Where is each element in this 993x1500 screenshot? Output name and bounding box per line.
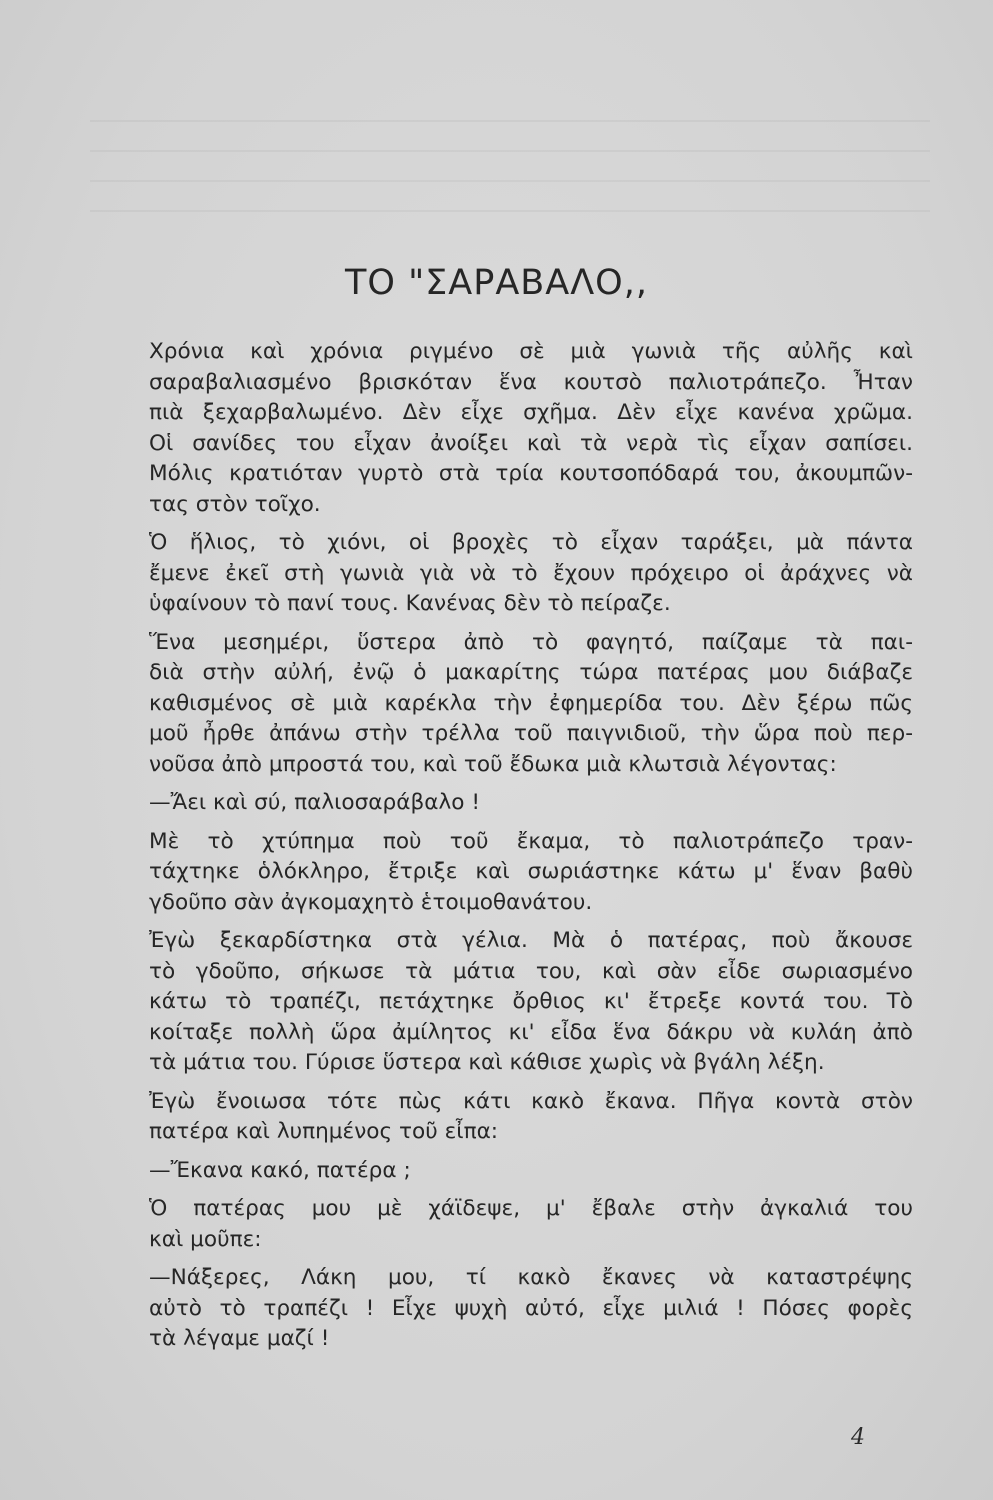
text-line: τάχτηκε ὁλόκληρο, ἔτριξε καὶ σωριάστηκε κάτω μ' ἕναν βαθὺ [149,859,913,884]
text-line: ἔμενε ἐκεῖ στὴ γωνιὰ γιὰ νὰ τὸ ἔχουν πρόχειρο οἱ ἀράχνες νὰ [149,560,913,586]
text-line: νοῦσα ἀπὸ μπροστά του, καὶ τοῦ ἔδωκα μιὰ κλωτσιὰ λέγοντας: [149,751,837,777]
text-line: Ἐγὼ ἔνοιωσα τότε πὼς κάτι κακὸ ἔκανα. Πῆγα κοντὰ στὸν [149,1088,913,1114]
paragraph-2 [149,528,913,620]
text-line: Μὲ τὸ χτύπημα ποὺ τοῦ ἔκαμα, τὸ παλιοτράπεζο τραν- [149,828,913,854]
text-line: σαραβαλιασμένο βρισκόταν ἕνα κουτσὸ παλιοτράπεζο. Ἦταν [149,369,913,395]
paragraph-3 [149,628,913,781]
chapter-title: ΤΟ "ΣΑΡΑΒΑΛΟ,, [345,263,648,303]
page-number: 4 [851,1425,865,1450]
dialogue-line-3 [149,1263,913,1355]
paragraph-6 [149,1087,913,1148]
paragraph-5 [149,926,913,1079]
show-through-text [90,120,930,230]
text-line: —Ἔκανα κακό, πατέρα ; [149,1157,411,1183]
text-line: αὐτὸ τὸ τραπέζι ! Εἶχε ψυχὴ αὐτό, εἶχε μιλιά ! Πόσες φορὲς [149,1295,913,1321]
dialogue-line-1 [149,788,913,819]
text-line: κοίταξε πολλὴ ὥρα ἀμίλητος κι' εἶδα ἕνα δάκρυ νὰ κυλάη ἀπὸ [149,1019,913,1045]
text-line: τὰ μάτια του. Γύρισε ὕστερα καὶ κάθισε χωρὶς νὰ βγάλη λέξη. [149,1050,825,1075]
text-line: κάτω τὸ τραπέζι, πετάχτηκε ὄρθιος κι' ἔτρεξε κοντά του. Τὸ [149,989,913,1014]
text-line: διὰ στὴν αὐλή, ἐνῷ ὁ μακαρίτης τώρα πατέρας μου διάβαζε [149,660,913,685]
paragraph-7 [149,1194,913,1255]
text-line: Ὁ πατέρας μου μὲ χάϊδεψε, μ' ἔβαλε στὴν ἀγκαλιά του [149,1196,913,1221]
text-line: —Νάξερες, Λάκη μου, τί κακὸ ἔκανες νὰ καταστρέψης [149,1265,913,1290]
text-line: Οἱ σανίδες του εἶχαν ἀνοίξει καὶ τὰ νερὰ τὶς εἶχαν σαπίσει. [149,430,913,456]
text-line: καὶ μοῦπε: [149,1226,262,1252]
text-line: Ἕνα μεσημέρι, ὕστερα ἀπὸ τὸ φαγητό, παίζαμε τὰ παι- [149,629,913,655]
text-line: Ἐγὼ ξεκαρδίστηκα στὰ γέλια. Μὰ ὁ πατέρας, ποὺ ἄκουσε [149,928,913,953]
text-line: πιὰ ξεχαρβαλωμένο. Δὲν εἶχε σχῆμα. Δὲν εἶχε κανένα χρῶμα. [149,400,913,425]
paragraph-1 [149,337,913,520]
text-line: γδοῦπο σὰν ἀγκομαχητὸ ἑτοιμοθανάτου. [149,889,593,915]
text-line: τας στὸν τοῖχο. [149,491,321,517]
text-line: πατέρα καὶ λυπημένος τοῦ εἶπα: [149,1119,499,1144]
text-line: μοῦ ἦρθε ἀπάνω στὴν τρέλλα τοῦ παιγνιδιοῦ, τὴν ὥρα ποὺ περ- [149,721,913,746]
dialogue-line-2 [149,1156,913,1187]
text-line: Χρόνια καὶ χρόνια ριγμένο σὲ μιὰ γωνιὰ τῆς αὐλῆς καὶ [149,339,913,364]
paragraph-4 [149,827,913,919]
text-line: τὰ λέγαμε μαζί ! [149,1326,330,1351]
text-line: —Ἄει καὶ σύ, παλιοσαράβαλο ! [149,790,481,815]
text-line: καθισμένος σὲ μιὰ καρέκλα τὴν ἐφημερίδα του. Δὲν ξέρω πῶς [149,690,913,716]
text-line: Ὁ ἥλιος, τὸ χιόνι, οἱ βροχὲς τὸ εἶχαν ταράξει, μὰ πάντα [149,530,913,555]
text-line: ὑφαίνουν τὸ πανί τους. Κανένας δὲν τὸ πείραζε. [149,591,671,616]
text-line: τὸ γδοῦπο, σήκωσε τὰ μάτια του, καὶ σὰν εἶδε σωριασμένο [149,958,913,984]
story-text [149,337,913,1363]
text-line: Μόλις κρατιόταν γυρτὸ στὰ τρία κουτσοπόδαρά του, ἀκουμπῶν- [149,461,913,486]
